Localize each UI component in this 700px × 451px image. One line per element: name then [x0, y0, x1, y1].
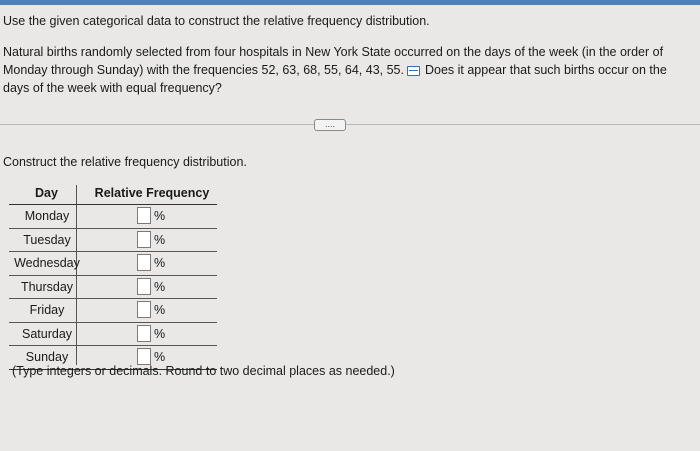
- percent-sign: %: [154, 279, 166, 294]
- table-header: [9, 185, 217, 205]
- relative-frequency-input-sunday[interactable]: [137, 348, 151, 365]
- relative-frequency-input-saturday[interactable]: [137, 325, 151, 342]
- table-row: [9, 205, 217, 229]
- relative-frequency-input-tuesday[interactable]: [137, 231, 151, 248]
- relative-frequency-input-wednesday[interactable]: [137, 254, 151, 271]
- top-accent-bar: [0, 0, 700, 5]
- data-table-icon[interactable]: [407, 66, 420, 76]
- percent-sign: %: [154, 232, 166, 247]
- table-row: [9, 299, 217, 323]
- table-row: [9, 229, 217, 253]
- percent-sign: %: [154, 303, 166, 317]
- rounding-note: (Type integers or decimals. Round to two decimal places as needed.): [12, 364, 395, 378]
- section-divider: [0, 124, 700, 125]
- expand-button[interactable]: ....: [314, 119, 346, 131]
- day-label-thursday: Thursday: [20, 279, 74, 294]
- question-followup: Does it appear that such births occur on the days of the week with equal frequency?: [3, 63, 667, 95]
- percent-sign: %: [154, 350, 166, 364]
- percent-sign: %: [154, 256, 166, 270]
- day-label-saturday: Saturday: [21, 326, 73, 341]
- header-relative-frequency: Relative Frequency: [94, 186, 210, 200]
- relative-frequency-table: [9, 185, 217, 370]
- question-text: [3, 43, 693, 97]
- instruction-text: Use the given categorical data to construct the relative frequency distribution.: [3, 14, 430, 28]
- relative-frequency-input-friday[interactable]: [137, 301, 151, 318]
- prompt-text: Construct the relative frequency distribution.: [3, 155, 247, 169]
- day-label-friday: Friday: [29, 303, 65, 317]
- day-label-wednesday: Wednesday: [14, 256, 80, 270]
- table-row: [9, 323, 217, 347]
- relative-frequency-input-monday[interactable]: [137, 207, 151, 224]
- table-row: [9, 252, 217, 276]
- day-label-sunday: Sunday: [25, 350, 69, 364]
- day-label-tuesday: Tuesday: [23, 232, 71, 247]
- relative-frequency-input-thursday[interactable]: [137, 278, 151, 295]
- header-day: Day: [35, 186, 58, 200]
- percent-sign: %: [154, 326, 166, 341]
- percent-sign: %: [154, 209, 166, 223]
- day-label-monday: Monday: [24, 209, 70, 223]
- question-body: Natural births randomly selected from four hospitals in New York State occurred on the days of the week (in the order of Monday through Sunday) with the frequencies 52, 63, 68, 55, 64, 43, 55.: [3, 45, 664, 77]
- table-row: [9, 276, 217, 300]
